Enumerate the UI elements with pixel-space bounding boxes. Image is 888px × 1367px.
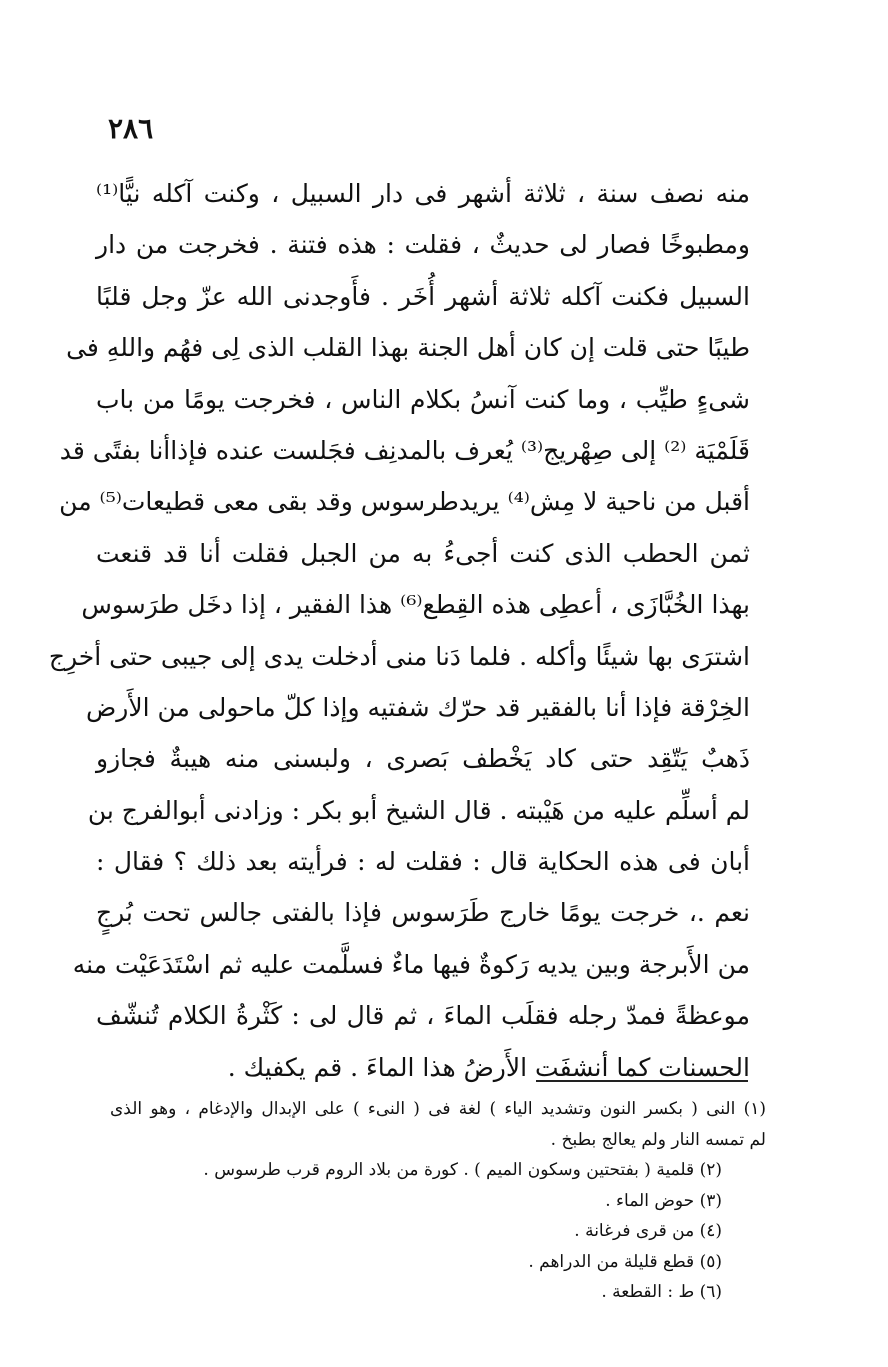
footnote-item: (٤) من قرى فرغانة . bbox=[574, 1221, 722, 1241]
main-text bbox=[48, 168, 750, 1093]
text-line: ثمن الحطب الذى كنت أجىءُ به من الجبل فقلت أنا قد قنعت bbox=[96, 538, 750, 568]
text-line: من الأَبرجة وبين يديه رَكوةٌ فيها ماءٌ فسلَّمت عليه ثم اسْتَدَعَيْت منه bbox=[72, 949, 750, 979]
footnote-continuation: لم تمسه النار ولم يعالج بطبخ . bbox=[550, 1129, 766, 1150]
footnote-item: (٥) قطع قليلة من الدراهم . bbox=[528, 1251, 722, 1272]
text-line: بهذا الخُبَّازَى ، أعطِى هذه القِطع⁽⁶⁾ هذا الفقير ، إذا دخَل طرَسوس bbox=[81, 590, 750, 620]
footnote-item: (٣) حوض الماء . bbox=[605, 1190, 722, 1211]
text-line: ذَهبٌ يَتّقِد حتى كاد يَخْطف بَصرى ، ولبسنى منه هيبةٌ فجازو bbox=[96, 744, 750, 774]
footnote-item: (٢) قلمية ( بفتحتين وسكون الميم ) . كورة من بلاد الروم قرب طرسوس . bbox=[203, 1160, 722, 1180]
text-line: طيبًا حتى قلت إن كان أهل الجنة بهذا القلب الذى لِى فهُم واللهِ فى bbox=[66, 333, 750, 363]
text-line: قَلَمْيَة ⁽²⁾ إلى صِهْريج⁽³⁾ يُعرف بالمدنِف فجَلست عنده فإذاأنا بفتًى قد bbox=[59, 435, 750, 465]
footnotes bbox=[110, 1094, 766, 1308]
footnote-item: (١) النى ( بكسر النون وتشديد الياء ) لغة فى ( النىء ) على الإبدال والإدغام ، وهو الذى bbox=[110, 1099, 766, 1119]
text-line: موعظةً فمدّ رجله فقلَب الماءَ ، ثم قال لى : كَثْرةُ الكلام تُنشّف bbox=[96, 1001, 750, 1031]
footnote-divider bbox=[536, 1080, 748, 1082]
text-line: ومطبوخًا فصار لى حديثٌ ، فقلت : هذه فتنة . فخرجت من دار bbox=[96, 230, 750, 260]
text-line: شىءٍ طيِّب ، وما كنت آنسُ بكلام الناس ، فخرجت يومًا من باب bbox=[96, 384, 750, 414]
footnote-item: (٦) ط : القطعة . bbox=[601, 1282, 722, 1302]
text-line: أبان فى هذه الحكاية قال : فقلت له : فرأيته بعد ذلك ؟ فقال : bbox=[96, 847, 750, 877]
page-number: ٢٨٦ bbox=[108, 112, 154, 145]
text-line: اشترَى بها شيئًا وأكله . فلما دَنا منى أدخلت يدى إلى جيبى حتى أخرِج bbox=[48, 641, 750, 671]
text-line: منه نصف سنة ، ثلاثة أشهر فى دار السبيل ، وكنت آكله نيًّا⁽¹⁾ bbox=[96, 179, 750, 208]
text-line: السبيل فكنت آكله ثلاثة أشهر أُخَر . فأَوجدنى الله عزّ وجل قلبًا bbox=[96, 281, 750, 311]
text-line: الحسنات كما أنشفَت الأَرضُ هذا الماءَ . قم يكفيك . bbox=[227, 1052, 750, 1082]
text-line: أقبل من ناحية لا مِش⁽⁴⁾ يريدطرسوس وقد بقى معى قطيعات⁽⁵⁾ من bbox=[59, 487, 750, 517]
text-line: الخِرْقة فإذا أنا بالفقير قد حرّك شفتيه وإذا كلّ ماحولى من الأَرض bbox=[86, 692, 750, 722]
text-line: لم أسلِّم عليه من هَيْبته . قال الشيخ أبو بكر : وزادنى أبوالفرج بن bbox=[87, 795, 750, 825]
text-line: نعم .، خرجت يومًا خارج طَرَسوس فإذا بالفتى جالس تحت بُرجٍ bbox=[96, 898, 750, 928]
